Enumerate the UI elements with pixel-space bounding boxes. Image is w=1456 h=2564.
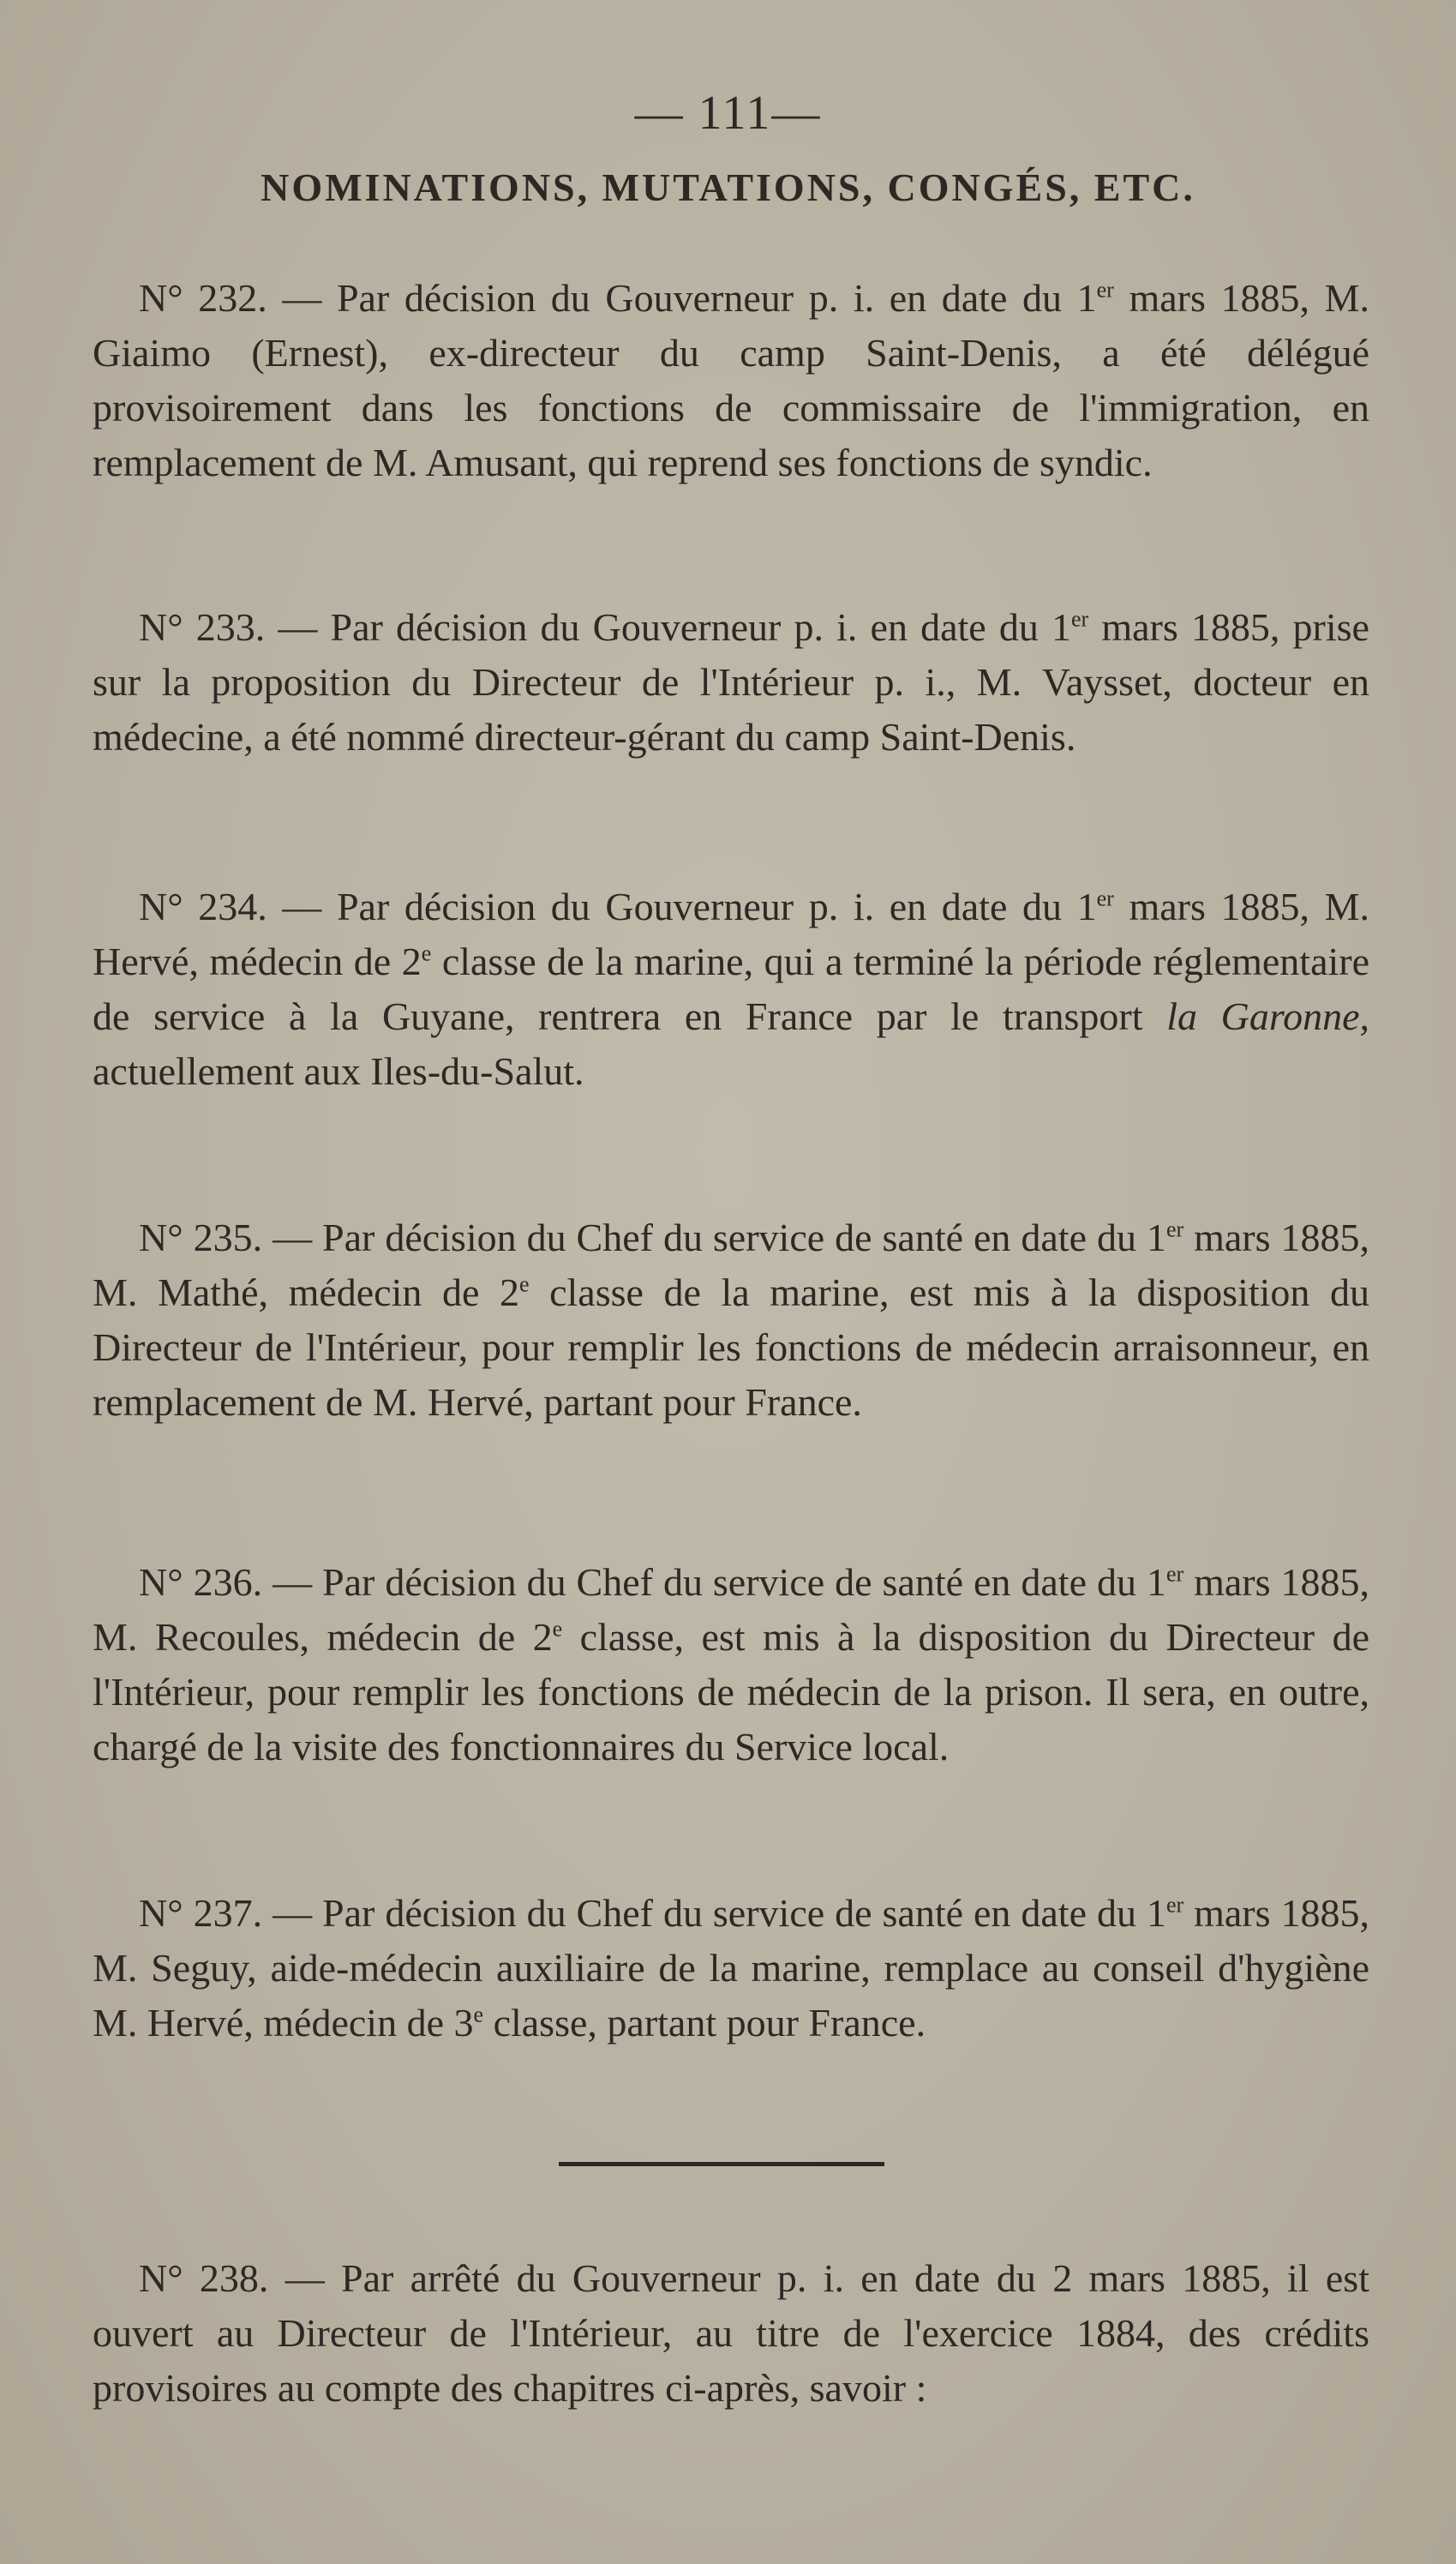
entry-232: N° 232. — Par décision du Gouverneur p. i. en date du 1er mars 1885, M. Giaimo (Ernest), ex-directeur du camp Saint-Denis, a été délégué provisoirement dans les fonctions de commissaire de l'immigration, en remplacement de M. Amusant, qui reprend ses fonctions de syndic. xyxy=(93,276,1369,484)
entry-number: N° 236. xyxy=(139,1560,263,1604)
entry-236: N° 236. — Par décision du Chef du service de santé en date du 1er mars 1885, M. Recoules, médecin de 2e classe, est mis à la disposition du Directeur de l'Intérieur, pour remplir les fonctions de médecin de la prison. Il sera, en outre, chargé de la visite des fonctionnaires du Service local. xyxy=(93,1560,1369,1768)
entry-233: N° 233. — Par décision du Gouverneur p. i. en date du 1er mars 1885, prise sur la proposition du Directeur de l'Intérieur p. i., M. Vaysset, docteur en médecine, a été nommé directeur-gérant du camp Saint-Denis. xyxy=(93,605,1369,759)
entry-number: N° 232. xyxy=(139,276,267,320)
entry-238: N° 238. — Par arrêté du Gouverneur p. i. en date du 2 mars 1885, il est ouvert au Directeur de l'Intérieur, au titre de l'exercice 1884, des crédits provisoires au compte des chapitres ci-après, savoir : xyxy=(93,2256,1369,2410)
ship-name: la Garonne, xyxy=(1166,994,1369,1038)
entry-235: N° 235. — Par décision du Chef du service de santé en date du 1er mars 1885, M. Mathé, médecin de 2e classe de la marine, est mis à la disposition du Directeur de l'Intérieur, pour remplir les fonctions de médecin arraisonneur, en remplacement de M. Hervé, partant pour France. xyxy=(93,1216,1369,1424)
entry-number: N° 235. xyxy=(139,1216,263,1259)
entry-number: N° 233. xyxy=(139,605,266,649)
section-divider xyxy=(559,2162,884,2166)
page-number-header: — 111— xyxy=(634,87,822,140)
section-title: NOMINATIONS, MUTATIONS, CONGÉS, ETC. xyxy=(261,165,1195,209)
entry-237: N° 237. — Par décision du Chef du service de santé en date du 1er mars 1885, M. Seguy, aide-médecin auxiliaire de la marine, remplace au conseil d'hygiène M. Hervé, médecin de 3e classe, partant pour France. xyxy=(93,1891,1369,2045)
entry-number: N° 238. xyxy=(139,2256,269,2300)
entry-number: N° 237. xyxy=(139,1891,263,1935)
entry-234: N° 234. — Par décision du Gouverneur p. i. en date du 1er mars 1885, M. Hervé, médecin de 2e classe de la marine, qui a terminé la période réglementaire de service à la Guyane, rentrera en France par le transport la Garonne, actuellement aux Iles-du-Salut. xyxy=(93,885,1370,1093)
entry-number: N° 234. xyxy=(139,885,267,928)
